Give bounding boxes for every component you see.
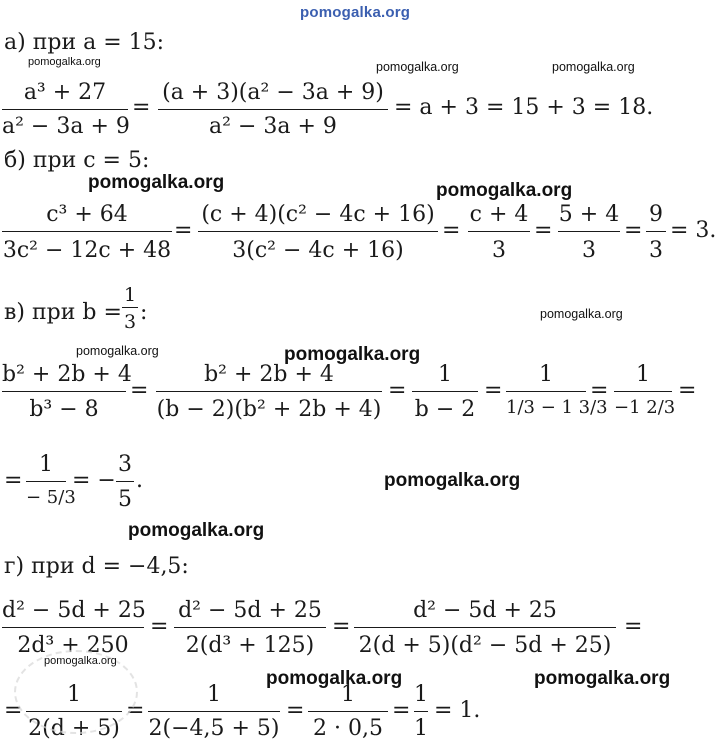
numerator: 1 [207,682,221,707]
equals-sign: = [388,378,407,403]
watermark: pomogalka.org [266,668,403,689]
fraction-bar [116,481,134,482]
part-v-heading-prefix: в) при b = [4,300,122,325]
watermark: pomogalka.org [28,56,101,68]
denominator: 2(d + 5)(d² − 5d + 25) [358,633,612,658]
denominator: 1/3 − 1 3/3 [506,397,608,418]
equals-sign: = [484,378,503,403]
equals-sign: = [126,698,145,723]
numerator: 3 [118,452,132,477]
denominator: − 5/3 [26,487,76,508]
numerator: 1 [539,362,553,387]
watermark: pomogalka.org [284,344,421,365]
fraction-bar [2,391,126,392]
watermark: pomogalka.org [88,172,225,193]
watermark: pomogalka.org [540,307,623,321]
numerator: 9 [649,202,663,227]
fraction-bar [148,711,280,712]
numerator: (c + 4)(c² − 4c + 16) [201,202,435,227]
numerator: 1 [39,452,53,477]
watermark: pomogalka.org [128,520,265,541]
numerator: 5 + 4 [558,202,620,227]
fraction-bar [158,109,388,110]
part-v-line2-period: . [136,468,143,493]
equals-sign: = [4,698,23,723]
fraction-bar [506,391,586,392]
denominator: 2(−4,5 + 5) [148,716,280,741]
equals-sign: = [590,378,609,403]
header-watermark: pomogalka.org [300,4,411,21]
fraction-bar [2,231,172,232]
numerator: (a + 3)(a² − 3a + 9) [162,80,384,105]
equals-sign: = [174,218,193,243]
watermark: pomogalka.org [552,60,635,74]
fraction-bar [646,231,666,232]
denominator: 2(d³ + 125) [185,633,315,658]
part-b-heading: б) при c = 5: [4,148,150,173]
equals-sign: = [534,218,553,243]
equals-sign: = [132,95,151,120]
equals-sign: = [4,468,23,493]
denominator: a² − 3a + 9 [209,114,337,139]
fraction-bar [614,391,672,392]
watermark: pomogalka.org [76,344,159,358]
equals-sign: = [332,614,351,639]
fraction-bar [2,627,144,628]
equals-sign: = [678,378,697,403]
denominator: 2(d + 5) [28,716,120,741]
numerator: 1 [67,682,81,707]
numerator: 1 [414,682,428,707]
equals-sign: = [442,218,461,243]
denominator: b − 2 [414,397,476,422]
equals-sign: = [150,614,169,639]
numerator: a³ + 27 [23,80,107,105]
equals-sign: = [392,698,411,723]
equals-sign: = [624,218,643,243]
fraction-bar [2,109,128,110]
denominator: 3 [582,238,596,263]
equals-sign: = [624,614,643,639]
denominator: 2 · 0,5 [313,716,383,741]
numerator: 1 [341,682,355,707]
part-g-heading: г) при d = −4,5: [4,554,189,579]
fraction-bar [412,391,478,392]
watermark: pomogalka.org [534,668,671,689]
part-g-result: = 1. [434,698,481,723]
fraction-bar [198,231,438,232]
fraction-bar [122,307,138,308]
fraction-bar [558,231,620,232]
denominator: 5 [118,487,132,512]
numerator: d² − 5d + 25 [413,598,557,623]
denominator: 1 [414,716,428,741]
fraction-bar [468,231,530,232]
numerator: d² − 5d + 25 [178,598,322,623]
denominator: −1 2/3 [614,397,676,418]
denominator: (b − 2)(b² + 2b + 4) [156,397,382,422]
numerator: c + 4 [469,202,529,227]
equals-sign: = [130,378,149,403]
denominator: 3 [492,238,506,263]
numerator: c³ + 64 [46,202,128,227]
denominator: b³ − 8 [29,397,99,422]
fraction-bar [174,627,326,628]
denominator: 3 [123,311,137,333]
part-a-result: = a + 3 = 15 + 3 = 18. [394,95,654,120]
numerator: b² + 2b + 4 [2,362,132,387]
fraction-bar [308,711,388,712]
part-a-heading: а) при a = 15: [4,30,165,55]
fraction-bar [156,391,382,392]
watermark: pomogalka.org [384,470,521,491]
numerator: d² − 5d + 25 [2,598,146,623]
numerator: b² + 2b + 4 [204,362,334,387]
watermark: pomogalka.org [44,655,117,667]
fraction-bar [354,627,616,628]
watermark: pomogalka.org [376,60,459,74]
fraction-bar [414,711,428,712]
part-v-line2-minus: = − [72,468,116,493]
fraction-bar [26,481,66,482]
numerator: 1 [636,362,650,387]
denominator: 2d³ + 250 [17,633,129,658]
denominator: 3(c² − 4c + 16) [232,238,404,263]
denominator: 3 [649,238,663,263]
numerator: 1 [438,362,452,387]
numerator: 1 [123,284,137,306]
equals-sign: = [286,698,305,723]
part-b-result: = 3. [670,218,717,243]
denominator: a² − 3a + 9 [2,114,130,139]
part-v-heading-colon: : [140,300,148,325]
denominator: 3c² − 12c + 48 [2,238,172,263]
watermark: pomogalka.org [436,180,573,201]
